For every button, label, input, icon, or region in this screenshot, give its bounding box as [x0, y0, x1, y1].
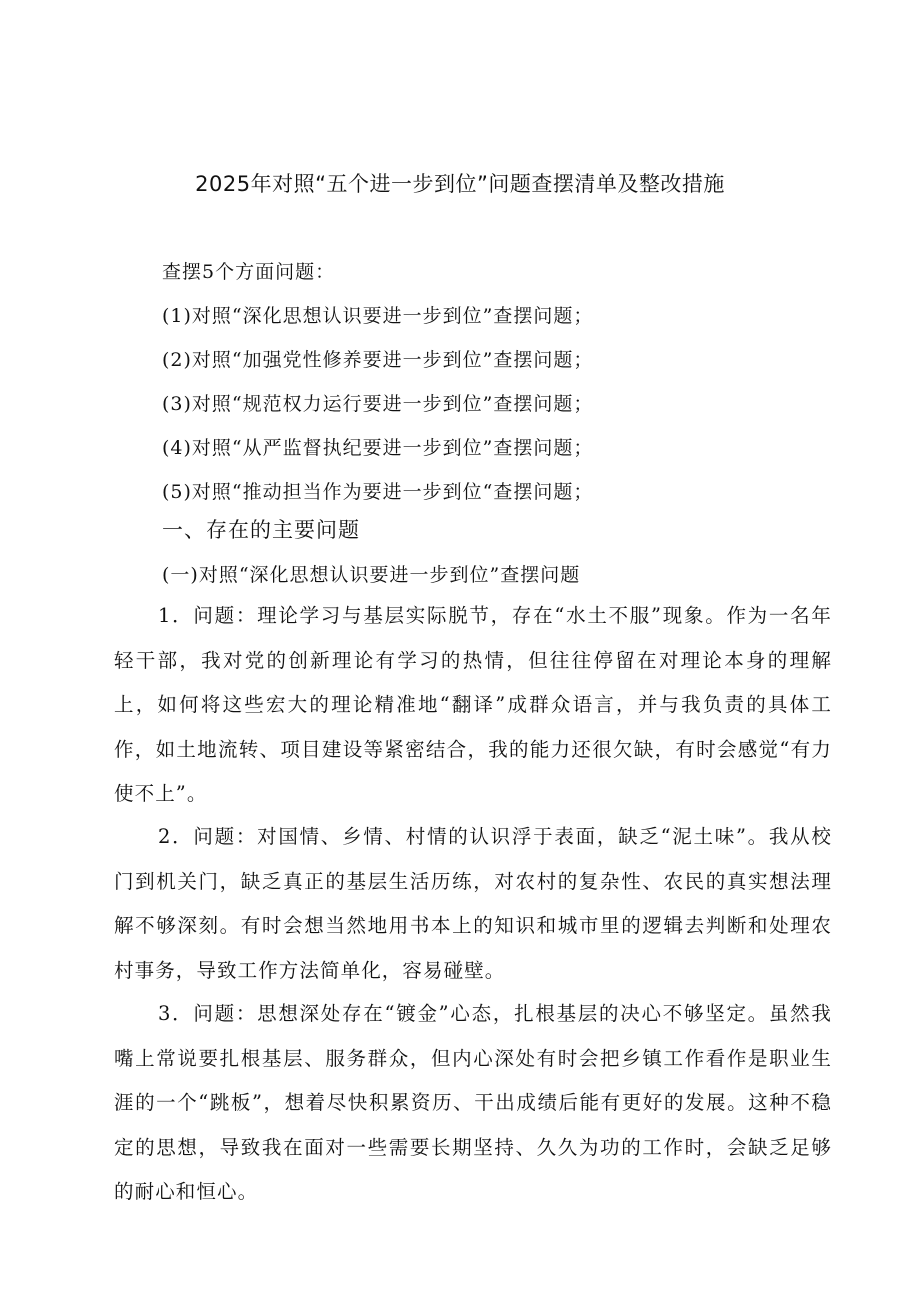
- intro-item-4: (4)对照“从严监督执纪要进一步到位”查摆问题；: [162, 437, 594, 459]
- document-title: 2025年对照“五个进一步到位”问题查摆清单及整改措施: [195, 172, 725, 196]
- intro-item-2: (2)对照“加强党性修养要进一步到位”查摆问题；: [162, 349, 594, 371]
- intro-item-5: (5)对照“推动担当作为要进一步到位“查摆问题；: [162, 481, 594, 503]
- intro-lead: 查摆5个方面问题：: [162, 261, 336, 283]
- section-heading: 一、存在的主要问题: [162, 518, 360, 542]
- subsection-heading: (一)对照“深化思想认识要进一步到位”查摆问题: [162, 564, 581, 586]
- intro-item-1: (1)对照“深化思想认识要进一步到位”查摆问题；: [162, 305, 594, 327]
- paragraph-1: 1．问题：理论学习与基层实际脱节，存在“水土不服”现象。作为一名年轻干部，我对党的创新理论有学习的热情，但往往停留在对理论本身的理解上，如何将这些宏大的理论精准地“翻译”成群众语言，并与我负责的具体工作，如土地流转、项目建设等紧密结合，我的能力还很欠缺，有时会感觉“有力使不上”。: [114, 604, 832, 806]
- paragraph-3: 3．问题：思想深处存在“镀金”心态，扎根基层的决心不够坚定。虽然我嘴上常说要扎根基层、服务群众，但内心深处有时会把乡镇工作看作是职业生涯的一个“跳板”，想着尽快积累资历、干出成绩后能有更好的发展。这种不稳定的思想，导致我在面对一些需要长期坚持、久久为功的工作时，会缺乏足够的耐心和恒心。: [114, 1002, 832, 1204]
- intro-item-3: (3)对照“规范权力运行要进一步到位”查摆问题；: [162, 393, 594, 415]
- intro-block: [162, 258, 862, 522]
- paragraph-2: 2．问题：对国情、乡情、村情的认识浮于表面，缺乏“泥土味”。我从校门到机关门，缺乏真正的基层生活历练，对农村的复杂性、农民的真实想法理解不够深刻。有时会想当然地用书本上的知识和城市里的逻辑去判断和处理农村事务，导致工作方法简单化，容易碰壁。: [114, 825, 832, 982]
